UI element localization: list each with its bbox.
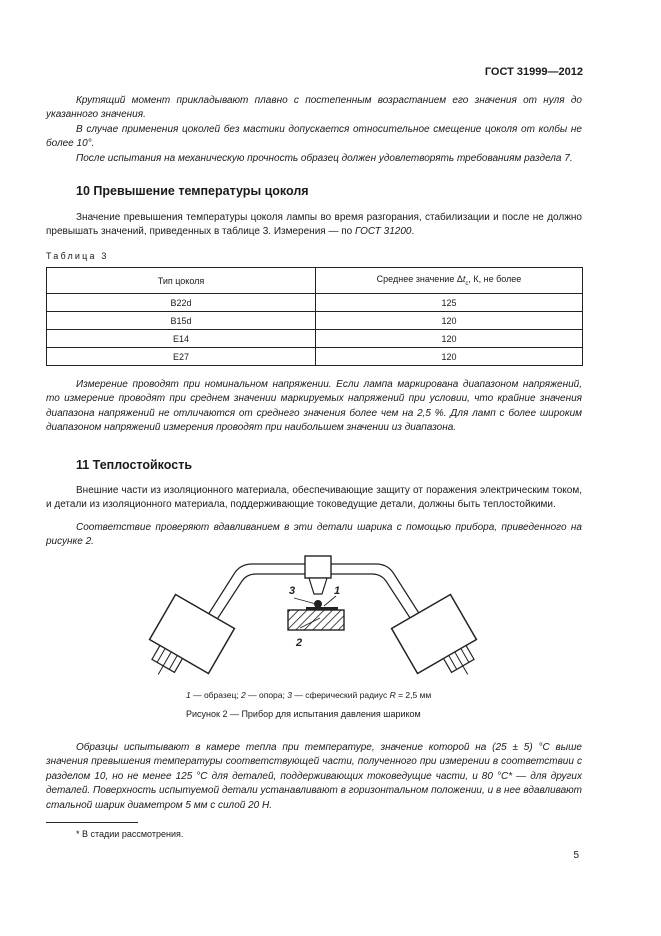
section-10-text-end: . (411, 226, 415, 238)
figure-legend: 1 — образец; 2 — опора; 3 — сферический радиус R = 2,5 мм (186, 690, 432, 700)
section-11-compliance: Соответствие проверяют вдавливанием в эти детали шарика с помощью прибора, приведенного на рисунке 2. (46, 522, 582, 548)
left-weight-box (148, 594, 234, 688)
label-2: 2 (296, 637, 303, 649)
table-row (47, 348, 583, 366)
footnote: * В стадии рассмотрения. (76, 829, 184, 839)
cell-mean-value: 120 (316, 312, 583, 330)
cell-cap-type: B15d (47, 312, 316, 330)
indenter-tip (309, 578, 327, 594)
ball-pressure-apparatus-figure (148, 548, 478, 688)
cell-cap-type: E27 (47, 348, 316, 366)
column-header-mean-value: Среднее значение $\Delta t_c$, К, не более (316, 268, 583, 294)
section-11-heading: 11 Теплостойкость (76, 458, 192, 472)
footnote-divider (46, 822, 138, 823)
cell-cap-type: B22d (47, 294, 316, 312)
section-10-paragraph (46, 211, 582, 240)
table-header-row (47, 268, 583, 294)
document-header: ГОСТ 31999—2012 (484, 66, 583, 78)
page-number: 5 (573, 850, 579, 861)
column-header-cap-type: Тип цоколя (47, 268, 316, 294)
paragraph-cap-displacement: В случае применения цоколей без мастики допускается относительное смещение цоколя от колбы не более 10°. (46, 124, 582, 150)
table-row (47, 294, 583, 312)
cell-mean-value: 120 (316, 330, 583, 348)
standard-reference: ГОСТ 31200 (355, 226, 412, 238)
section-10-text: Значение превышения температуры цоколя лампы во время разгорания, стабилизации и после не должно превышать значений, приведенных в таблице 3. Измерения — по (46, 212, 582, 238)
label-3: 3 (289, 585, 296, 597)
table-row (47, 312, 583, 330)
cell-mean-value: 125 (316, 294, 583, 312)
table-3 (46, 267, 583, 366)
table-row (47, 330, 583, 348)
paragraph-test-conditions: Образцы испытывают в камере тепла при температуре, значение которой на (25 ± 5) °С выше значения превышения температуры соответствующей части, полученного при измерении в соответствии с разделом 10, но не менее 125 °С для деталей, поддерживающих токоведущие части, и 80 °С* — для других деталей. Поверхность испытуемой детали устанавливают в горизонтальном положении, и в нее вдавливают стальной шарик диаметром 5 мм с силой 20 Н. (46, 742, 582, 811)
figure-caption: Рисунок 2 — Прибор для испытания давления шариком (186, 709, 421, 719)
paragraph-torque: Крутящий момент прикладывают плавно с постепенным возрастанием его значения от нуля до указанного значения. (46, 95, 582, 121)
paragraph-measurement: Измерение проводят при номинальном напряжении. Если лампа маркирована диапазоном напряжений, то измерение проводят при среднем значении маркируемых напряжений при условии, что крайние значения диапазона напряжений не отличаются от среднего значения более чем на 2,5 %. Для ламп с более широким диапазоном напряжений измерения проводят при наибольшем значении из диапазона. (46, 379, 582, 434)
paragraph-after-test: После испытания на механическую прочность образец должен удовлетворять требованиям раздела 7. (76, 153, 573, 164)
section-10-heading: 10 Превышение температуры цоколя (76, 184, 309, 198)
load-block (305, 556, 331, 578)
table-3-caption: Таблица 3 (46, 251, 109, 261)
cell-cap-type: E14 (47, 330, 316, 348)
section-11-paragraph: Внешние части из изоляционного материала, обеспечивающие защиту от поражения электрическим током, и детали из изоляционного материала, поддерживающие токоведущие детали, должны быть теплостойкими. (46, 485, 582, 511)
label-1: 1 (334, 585, 341, 597)
cell-mean-value: 120 (316, 348, 583, 366)
